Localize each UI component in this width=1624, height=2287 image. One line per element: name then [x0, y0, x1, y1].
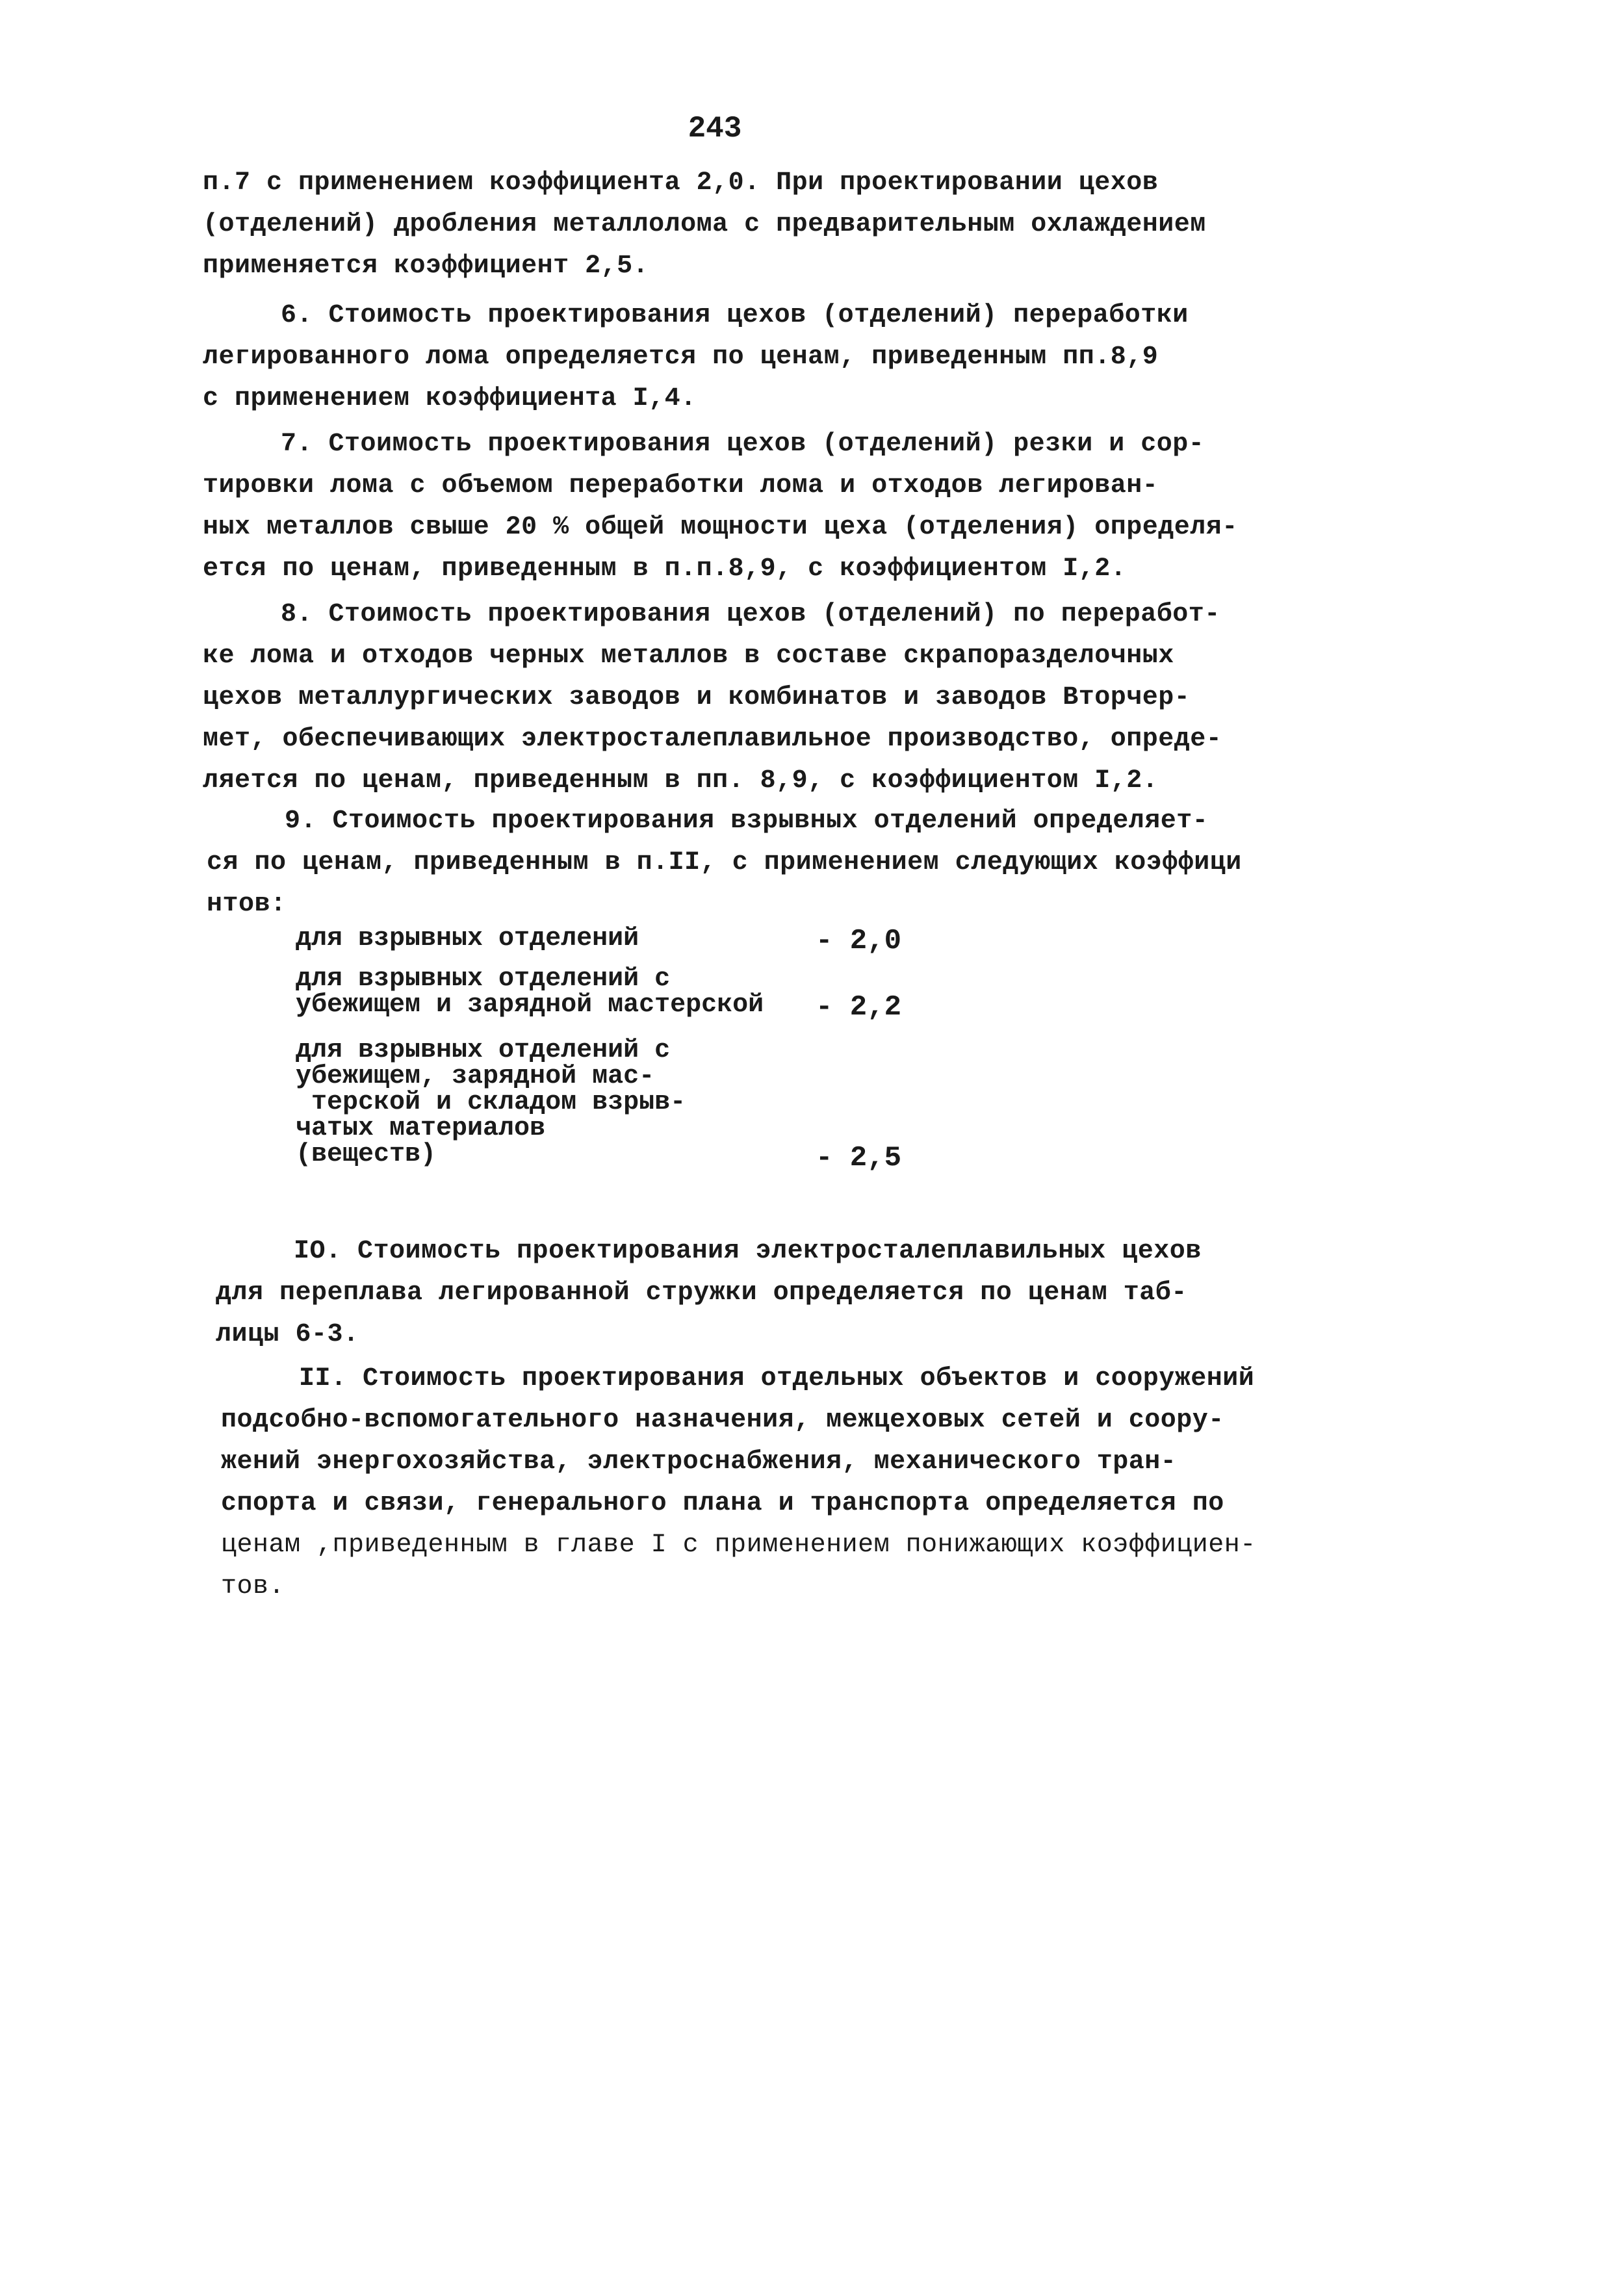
text-line: ется по ценам, приведенным в п.п.8,9, с коэффициентом I,2. [203, 554, 1127, 584]
text-line: для взрывных отделений с [296, 1036, 671, 1065]
text-line: II. Стоимость проектирования отдельных объектов и сооружений [299, 1364, 1255, 1393]
text-line: нтов: [207, 890, 287, 919]
coefficient-label [296, 926, 639, 952]
text-line: ных металлов свыше 20 % общей мощности цеха (отделения) определя- [203, 513, 1238, 542]
text-line: жений энергохозяйства, электроснабжения, механического тран- [221, 1447, 1177, 1477]
text-line: п.7 с применением коэффициента 2,0. При проектировании цехов [203, 168, 1159, 198]
text-line: спорта и связи, генерального плана и транспорта определяется по [221, 1489, 1224, 1518]
paragraph-8 [203, 594, 1222, 802]
paragraph-intro [203, 162, 1206, 287]
text-line: 9. Стоимость проектирования взрывных отделений определяет- [285, 807, 1209, 836]
text-line: мет, обеспечивающих электросталеплавильное производство, опреде- [203, 725, 1222, 754]
text-line: цехов металлургических заводов и комбинатов и заводов Вторчер- [203, 683, 1191, 712]
coefficient-label [296, 1038, 686, 1168]
text-line: убежищем, зарядной мас- [296, 1062, 655, 1091]
text-line: тировки лома с объемом переработки лома и отходов легирован- [203, 471, 1159, 500]
text-line: чатых материалов [296, 1114, 546, 1143]
page-number: 243 [688, 112, 742, 146]
text-line: применяется коэффициент 2,5. [203, 252, 649, 281]
coefficient-value: - 2,0 [816, 925, 902, 957]
text-line: ляется по ценам, приведенным в пп. 8,9, с коэффициентом I,2. [203, 766, 1159, 795]
paragraph-6 [203, 295, 1189, 420]
text-line: тов. [221, 1572, 285, 1601]
text-line: лицы 6-3. [216, 1320, 359, 1349]
text-line: (отделений) дробления металлолома с предварительным охлаждением [203, 210, 1206, 239]
text-line: IO. Стоимость проектирования электросталеплавильных цехов [294, 1237, 1202, 1266]
text-line: подсобно-вспомогательного назначения, межцеховых сетей и соору- [221, 1406, 1224, 1435]
text-line: терской и складом взрыв- [296, 1088, 686, 1117]
text-line: для переплава легированной стружки определяется по ценам таб- [216, 1278, 1187, 1308]
coefficient-value: - 2,5 [816, 1142, 902, 1174]
text-line: ся по ценам, приведенным в п.II, с применением следующих коэффици [207, 848, 1242, 877]
text-line: ке лома и отходов черных металлов в составе скрапоразделочных [203, 641, 1174, 671]
text-line: для взрывных отделений с [296, 964, 671, 994]
text-line: для взрывных отделений [296, 924, 639, 953]
text-line: ценам ,приведенным в главе I с применением понижающих коэффициен- [221, 1531, 1256, 1560]
text-line: (веществ) [296, 1140, 437, 1169]
coefficient-row [296, 964, 902, 1024]
coefficient-row [296, 924, 902, 957]
text-line: 8. Стоимость проектирования цехов (отделений) по переработ- [281, 600, 1220, 629]
text-line: с применением коэффициента I,4. [203, 384, 697, 413]
text-line: убежищем и зарядной мастерской [296, 990, 764, 1020]
text-line: 7. Стоимость проектирования цехов (отделений) резки и сор- [281, 430, 1205, 459]
paragraph-7 [203, 424, 1238, 590]
coefficient-row [296, 1036, 902, 1174]
paragraph-9 [207, 801, 1242, 925]
coefficient-label [296, 966, 764, 1018]
paragraph-11 [221, 1358, 1256, 1608]
coefficient-value: - 2,2 [816, 991, 902, 1024]
paragraph-10 [216, 1231, 1202, 1356]
text-line: 6. Стоимость проектирования цехов (отделений) переработки [281, 301, 1189, 330]
text-line: легированного лома определяется по ценам, приведенным пп.8,9 [203, 342, 1159, 372]
